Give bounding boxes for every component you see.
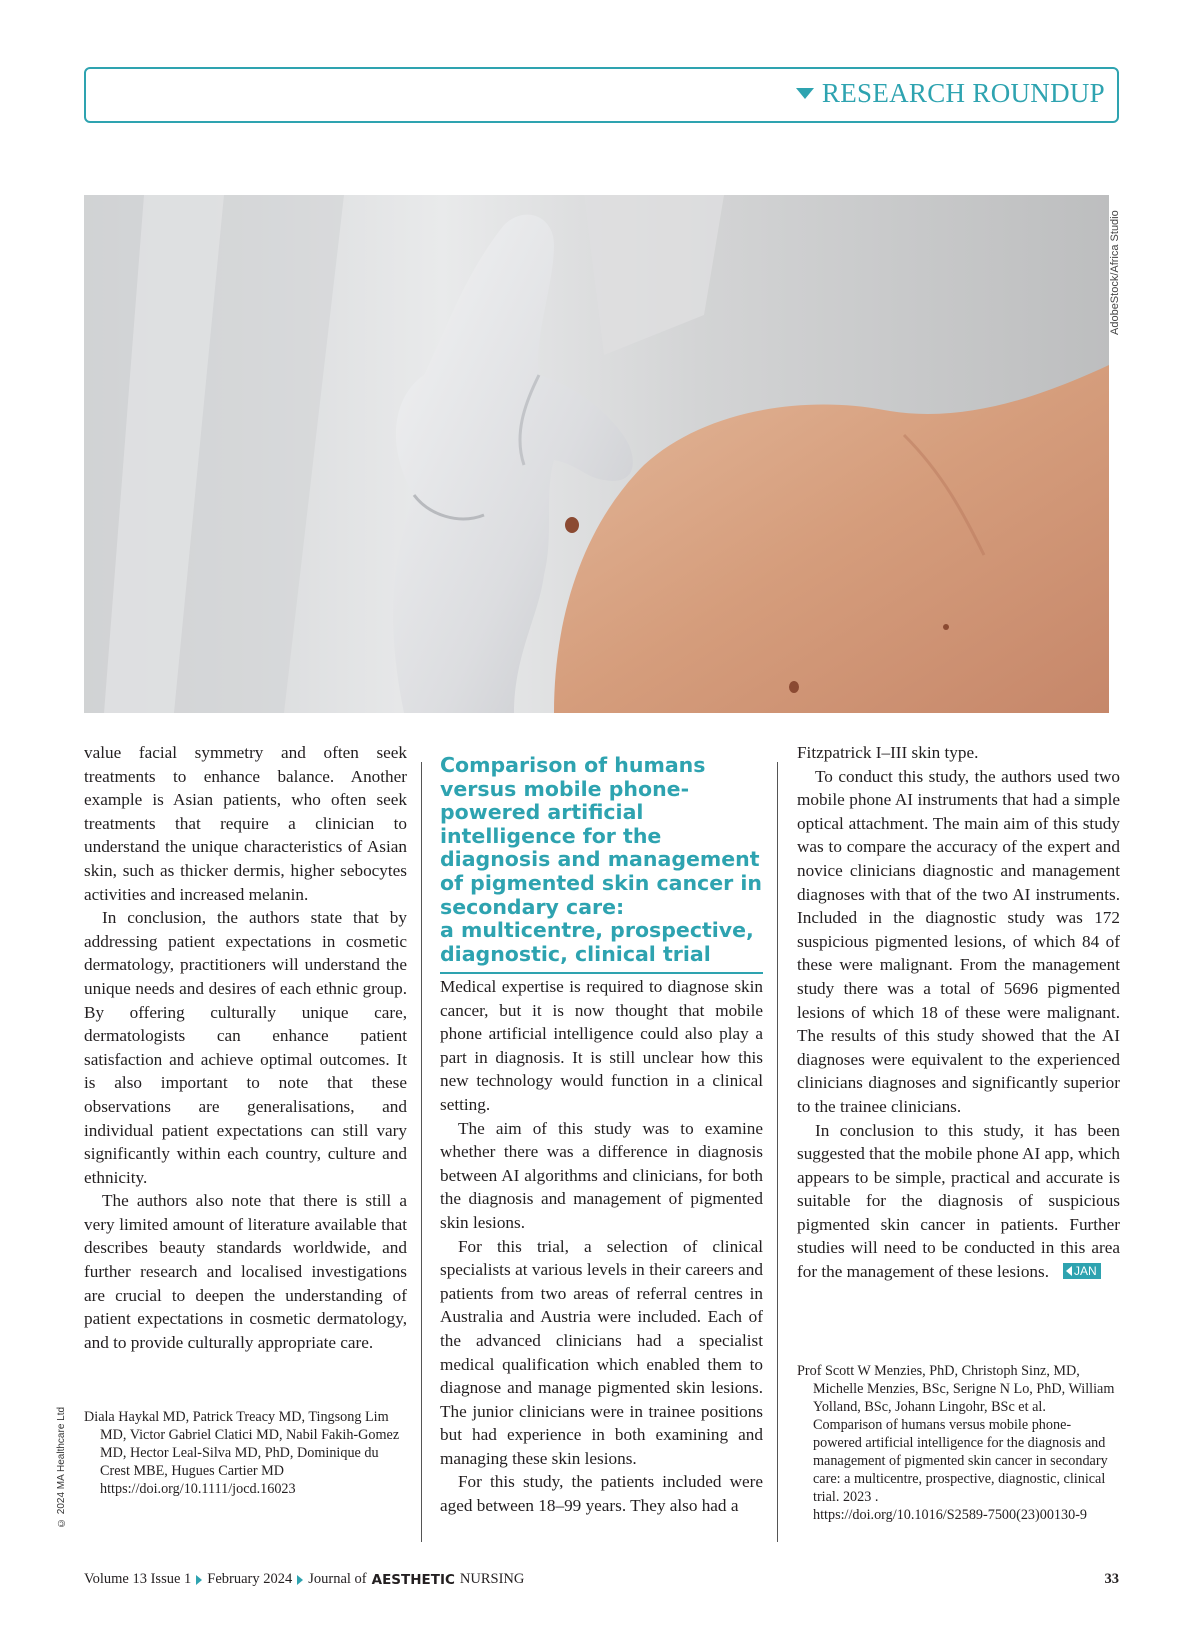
col2-paragraph: The aim of this study was to examine whether there was a difference in diagnosis between AI algorithms and clinicians, for both the diagnosis and management of pigmented skin lesions. (440, 1118, 763, 1232)
reference-2 (797, 1362, 1117, 1524)
col3-paragraph: To conduct this study, the authors used two mobile phone AI instruments that had a simple optical attachment. The main aim of this study was to compare the accuracy of the expert and novice clinicians diagnostic and management diagnoses with that of the two AI instruments. Included in the diagnostic study was 172 suspicious pigmented lesions, of which 84 of these were malignant. From the management study there was a total of 5696 pigmented lesions of which 18 of these were malignant. The results of this study showed that the AI diagnoses were equivalent to the experienced clinicians diagnoses and significantly superior to the trainee clinicians. (797, 766, 1120, 1116)
footer-volume: Volume 13 Issue 1 (84, 1571, 192, 1587)
reference-1 (84, 1408, 404, 1498)
reference-2-doi[interactable]: https://doi.org/10.1016/S2589-7500(23)00130-9 (813, 1507, 1088, 1523)
article-title (440, 754, 763, 974)
col3-paragraph (797, 1119, 1120, 1284)
section-label-text: RESEARCH ROUNDUP (821, 78, 1105, 108)
hero-photo (84, 195, 1109, 713)
page-number: 33 (1104, 1571, 1119, 1587)
column-2 (440, 975, 763, 1518)
footer-date: February 2024 (207, 1571, 293, 1587)
column-divider (421, 762, 422, 1542)
jan-badge (1063, 1263, 1101, 1279)
triangle-left-icon (1066, 1266, 1072, 1276)
photo-illustration (84, 195, 1109, 713)
article-title-subtitle: a multicentre, prospective, diagnostic, clinical trial (440, 918, 754, 966)
col2-paragraph: For this trial, a selection of clinical specialists at various levels in their careers and patients from two areas of referral centres in Australia and Austria were included. Each of the advanced clinicians had a specialist medical qualification which enabled them to diagnose and manage pigmented skin lesions. The junior clinicians were in trainee positions but had experience in both examining and managing these skin lesions. (440, 1236, 763, 1468)
triangle-right-icon (196, 1575, 202, 1585)
photo-credit: AdobeStock/Africa Studio (1109, 210, 1121, 335)
section-label (796, 78, 1105, 109)
col2-paragraph: For this study, the patients included were aged between 18–99 years. They also had a (440, 1472, 763, 1516)
column-divider (777, 762, 778, 1542)
footer-journal-suffix: NURSING (459, 1571, 525, 1587)
triangle-down-icon (796, 88, 814, 99)
footer-journal-strong: AESTHETIC (371, 1571, 455, 1588)
copyright-notice: © 2024 MA Healthcare Ltd (56, 1406, 67, 1528)
column-3 (797, 741, 1120, 1284)
footer-info (84, 1571, 524, 1588)
article-title-main: Comparison of humans versus mobile phone-powered artificial intelligence for the diagnosis and management of pigmented skin cancer in secondary care: (440, 753, 762, 919)
jan-badge-label: JAN (1074, 1264, 1097, 1279)
col3-paragraph: Fitzpatrick I–III skin type. (797, 743, 979, 762)
reference-2-authors: Prof Scott W Menzies, PhD, Christoph Sinz, MD, Michelle Menzies, BSc, Serigne N Lo, PhD, William Yolland, BSc, Johann Lingohr, BSc et al. Comparison of humans versus mobile phone-powered artificial intelligence for the diagnosis and management of pigmented skin cancer in secondary care: a multicentre, prospective, diagnostic, clinical trial. 2023 . (797, 1363, 1115, 1505)
col1-paragraph: The authors also note that there is still a very limited amount of literature available that describes beauty standards worldwide, and further research and localised investigations are crucial to deepen the understanding of patient expectations in cosmetic dermatology, and to provide culturally appropriate care. (84, 1191, 407, 1352)
col2-paragraph: Medical expertise is required to diagnose skin cancer, but it is now thought that mobile phone artificial intelligence could also play a part in diagnosis. It is still unclear how this new technology would function in a clinical setting. (440, 977, 763, 1114)
reference-1-doi[interactable]: https://doi.org/10.1111/jocd.16023 (100, 1481, 296, 1497)
footer-journal-prefix: Journal of (308, 1571, 367, 1587)
page-footer (84, 1571, 1119, 1591)
column-1 (84, 741, 407, 1354)
triangle-right-icon (297, 1575, 303, 1585)
col1-paragraph: value facial symmetry and often seek treatments to enhance balance. Another example is Asian patients, who often seek treatments that require a clinician to understand the unique characteristics of Asian skin, such as thicker dermis, higher sebocytes activities and increased melanin. (84, 743, 407, 904)
col3-paragraph-text: In conclusion to this study, it has been suggested that the mobile phone AI app, which appears to be simple, practical and accurate is suitable for the diagnosis of suspicious pigmented skin cancer in patients. Further studies will need to be conducted in this area for the management of these lesions. (797, 1120, 1120, 1282)
col1-paragraph: In conclusion, the authors state that by addressing patient expectations in cosmetic dermatology, practitioners will understand the unique needs and desires of each ethnic group. By offering culturally unique care, dermatologists can enhance patient satisfaction and achieve optimal outcomes. It is also important to note that these observations are generalisations, and individual patient expectations can still vary significantly within each country, culture and ethnicity. (84, 908, 407, 1187)
reference-1-authors: Diala Haykal MD, Patrick Treacy MD, Tingsong Lim MD, Victor Gabriel Clatici MD, Nabil Fakih-Gomez MD, Hector Leal-Silva MD, PhD, Dominique du Crest MBE, Hugues Cartier MD (84, 1409, 400, 1479)
section-header-box (84, 67, 1119, 123)
